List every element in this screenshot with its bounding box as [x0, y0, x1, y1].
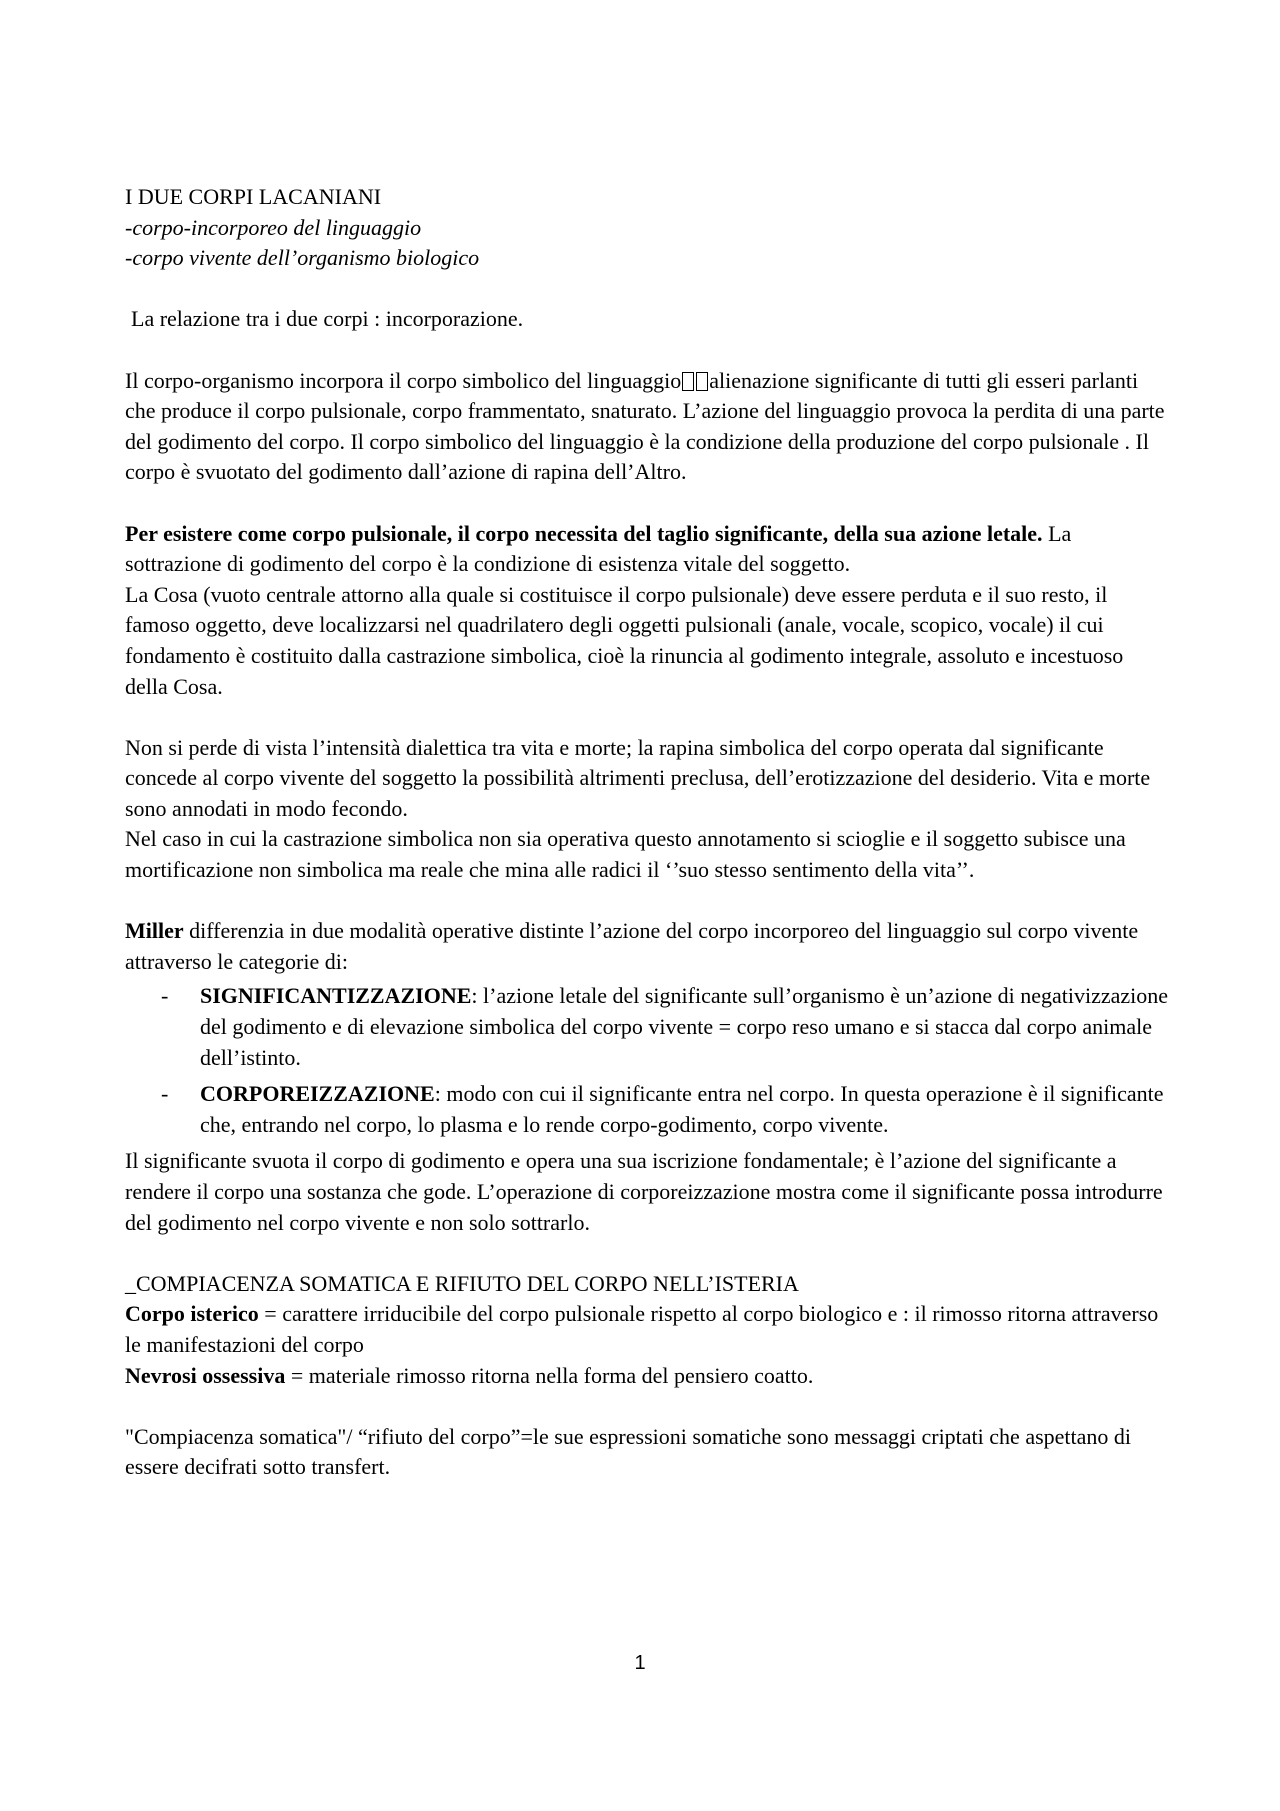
paragraph-incorporation [125, 366, 1170, 488]
dash-marker: - [161, 983, 169, 1009]
subtitle-line-1: -corpo-incorporeo del linguaggio [125, 214, 422, 240]
author-name: Miller [125, 918, 184, 944]
term-nevrosi-ossessiva: Nevrosi ossessiva [125, 1362, 286, 1388]
list-item-term: CORPOREIZZAZIONE [200, 1081, 435, 1107]
paragraph-castration: Nel caso in cui la castrazione simbolica non sia operativa questo annotamento si scioglie e il soggetto subisce una mortificazione non simbolica ma reale che mina alle radici il ‘’suo stesso sentimento della vita’’. [125, 826, 1126, 883]
list-item-text: : modo con cui il significante entra nel corpo. In questa operazione è il significante che, entrando nel corpo, lo plasma e lo rende corpo-godimento, corpo vivente. [200, 1081, 1164, 1137]
paragraph-miller-rest: differenzia in due modalità operative distinte l’azione del corpo incorporeo del linguaggio sul corpo vivente attraverso le categorie di: [125, 918, 1139, 974]
paragraph-incorporation-part-b: alienazione significante di tutti gli esseri parlanti che produce il corpo pulsionale, corpo frammentato, snaturato. L’azione del linguaggio provoca la perdita di una parte del godimento del corpo. Il corpo simbolico del linguaggio è la condizione della produzione del corpo pulsionale . Il corpo è svuotato del godimento dall’azione di rapina dell’Altro. [125, 367, 1165, 485]
heading-underscore: _ [125, 1270, 136, 1296]
missing-glyph-icon [696, 372, 708, 391]
bold-statement: Per esistere come corpo pulsionale, il corpo necessita del taglio significante, della sua azione letale. [125, 520, 1043, 546]
paragraph-obsessive [125, 1361, 1170, 1392]
paragraph-la-cosa: La Cosa (vuoto centrale attorno alla quale si costituisce il corpo pulsionale) deve essere perduta e il suo resto, il famoso oggetto, deve localizzarsi nel quadrilatero degli oggetti pulsionali (anale, vocale, scopico, vocale) il cui fondamento è costituito dalla castrazione simbolica, cioè la rinuncia al godimento integrale, assoluto e incestuoso della Cosa. [125, 581, 1124, 699]
paragraph-pulsional-body [125, 519, 1170, 580]
list-item-term: SIGNIFICANTIZZAZIONE [200, 983, 472, 1009]
paragraph-incorporation-part-a: Il corpo-organismo incorpora il corpo simbolico del linguaggio [125, 367, 682, 393]
paragraph-hysteric-body [125, 1299, 1170, 1360]
list-item [125, 1079, 1170, 1140]
missing-glyph-icon [682, 372, 694, 391]
paragraph-obsessive-rest: = materiale rimosso ritorna nella forma del pensiero coatto. [285, 1362, 814, 1388]
document-title: I DUE CORPI LACANIANI [125, 184, 382, 209]
term-corpo-isterico: Corpo isterico [125, 1301, 259, 1327]
list-item-text: : l’azione letale del significante sull’organismo è un’azione di negativizzazione del godimento e di elevazione simbolica del corpo vivente = corpo reso umano e si stacca dal corpo animale dell’istinto. [200, 983, 1169, 1070]
paragraph-life-death: Non si perde di vista l’intensità dialettica tra vita e morte; la rapina simbolica del corpo operata dal significante concede al corpo vivente del soggetto la possibilità altrimenti preclusa, dell’erotizzazione del desiderio. Vita e morte sono annodati in modo fecondo. [125, 734, 1151, 821]
paragraph-pulsional-rest: La sottrazione di godimento del corpo è la condizione di esistenza vitale del soggetto. [125, 520, 1072, 577]
paragraph-somatic-compliance: "Compiacenza somatica"/ “rifiuto del corpo”=le sue espressioni somatiche sono messaggi criptati che aspettano di essere decifrati sotto transfert. [125, 1423, 1132, 1480]
dash-marker: - [161, 1081, 169, 1107]
list-item [125, 981, 1170, 1073]
section-heading [125, 1269, 1170, 1300]
paragraph-miller [125, 916, 1170, 977]
category-list [125, 981, 1170, 1140]
document-body [125, 182, 1170, 1483]
page-number: 1 [634, 1652, 646, 1674]
paragraph-hysteric-rest: = carattere irriducibile del corpo pulsionale rispetto al corpo biologico e : il rimosso ritorna attraverso le manifestazioni del corpo [125, 1301, 1159, 1357]
section-heading-text: COMPIACENZA SOMATICA E RIFIUTO DEL CORPO NELL’ISTERIA [136, 1270, 799, 1296]
subtitle-line-2: -corpo vivente dell’organismo biologico [125, 245, 480, 271]
paragraph-signifier: Il significante svuota il corpo di godimento e opera una sua iscrizione fondamentale; è l’azione del significante a rendere il corpo una sostanza che gode. L’operazione di corporeizzazione mostra come il significante possa introdurre del godimento nel corpo vivente e non solo sottrarlo. [125, 1148, 1163, 1235]
paragraph-relation: La relazione tra i due corpi : incorporazione. [131, 306, 524, 332]
